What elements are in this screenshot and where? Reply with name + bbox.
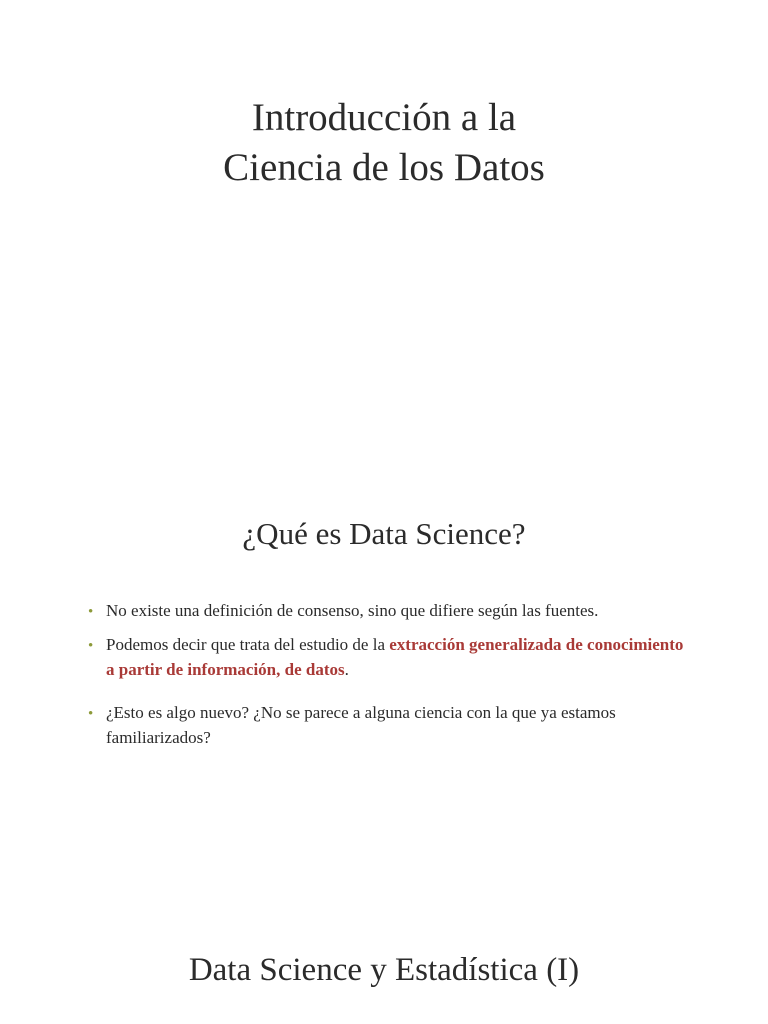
bullet-list (86, 598, 696, 750)
bullet-text-highlight: extracción generalizada de conocimiento a partir de información, de datos (106, 635, 684, 679)
title-line-2: Ciencia de los Datos (223, 146, 545, 189)
bullet-text-prefix: Podemos decir que trata del estudio de la (106, 635, 390, 654)
bullet-icon: • (88, 604, 94, 620)
bullet-text: ¿Esto es algo nuevo? ¿No se parece a alguna ciencia con la que ya estamos familiarizados? (106, 703, 616, 747)
bullet-item (86, 598, 696, 623)
bullet-text: No existe una definición de consenso, sino que difiere según las fuentes. (106, 601, 599, 620)
bullet-item (86, 700, 696, 750)
slide-title-what-is-data-science: ¿Qué es Data Science? (242, 516, 526, 551)
slide-title-intro (0, 93, 768, 193)
bullet-text-suffix: . (344, 660, 349, 679)
bullet-item (86, 632, 696, 682)
title-line-1: Introducción a la (251, 96, 517, 139)
slide-title-data-science-statistics: Data Science y Estadística (I) (188, 952, 580, 988)
bullet-icon: • (88, 638, 94, 654)
bullet-icon: • (88, 706, 94, 722)
